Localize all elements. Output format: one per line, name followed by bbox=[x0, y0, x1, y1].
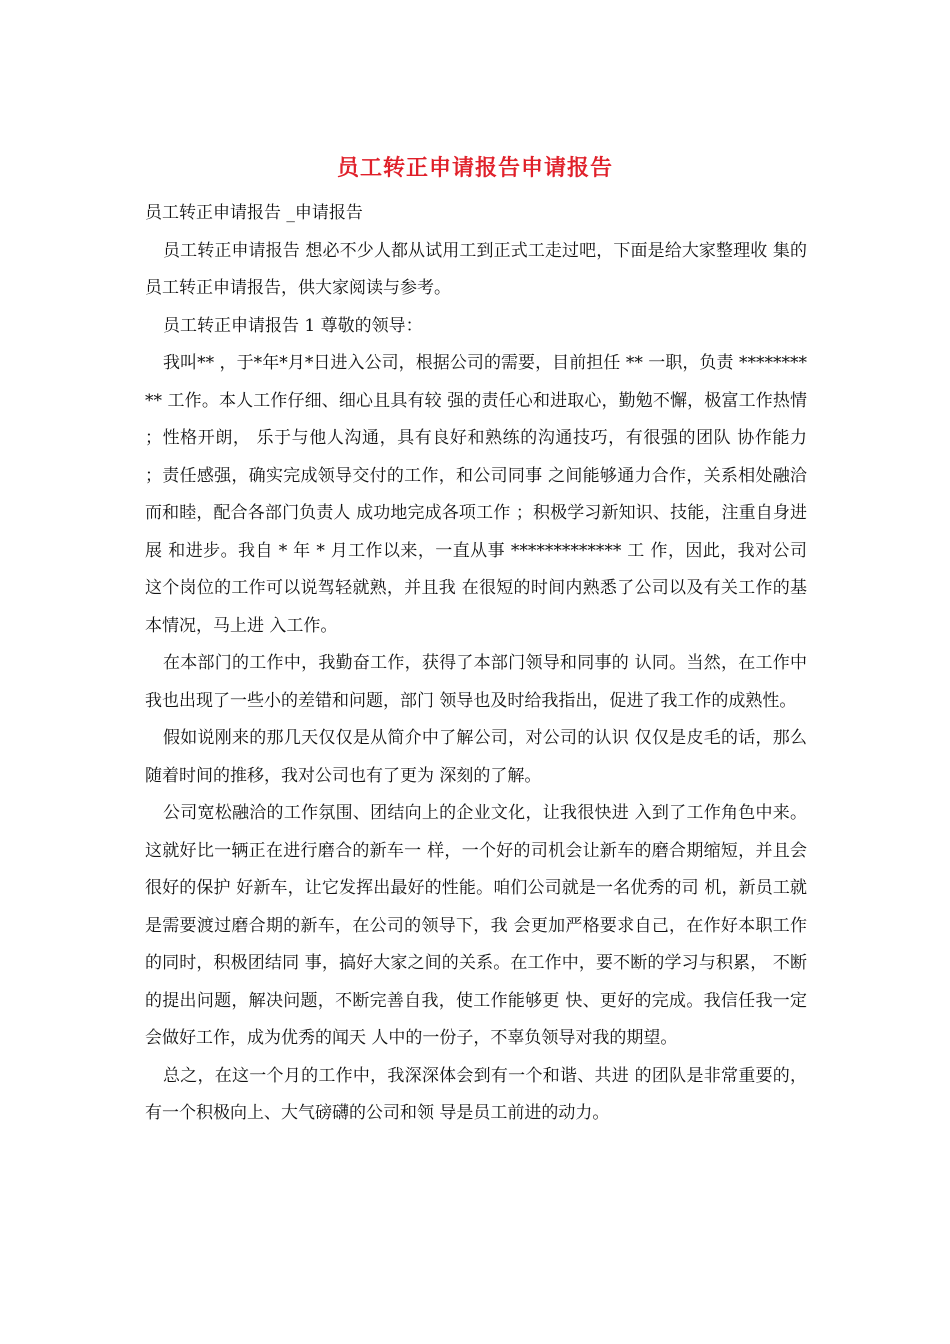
paragraph-company-culture: 公司宽松融洽的工作氛围、团结向上的企业文化，让我很快进 入到了工作角色中来。这就好比一辆正在进行磨合的新车一 样，一个好的司机会让新车的磨合期缩短，并且会很好的保护 好新车，让它发挥出最好的性能。咱们公司就是一名优秀的司 机，新员工就是需要渡过磨合期的新车，在公司的领导下，我 会更加严格要求自己，在作好本职工作的同时，积极团结同 事，搞好大家之间的关系。在工作中，要不断的学习与积累， 不断的提出问题，解决问题，不断完善自我，使工作能够更 快、更好的完成。我信任我一定会做好工作，成为优秀的闻天 人中的一份子，不辜负领导对我的期望。 bbox=[145, 803, 807, 1048]
paragraph-intro: 员工转正申请报告 想必不少人都从试用工到正式工走过吧，下面是给大家整理收 集的员工转正申请报告，供大家阅读与参考。 bbox=[145, 240, 807, 298]
paragraph-understanding: 假如说刚来的那几天仅仅是从简介中了解公司，对公司的认识 仅仅是皮毛的话，那么随着时间的推移，我对公司也有了更为 深刻的了解。 bbox=[145, 728, 807, 786]
paragraph-department-work: 在本部门的工作中，我勤奋工作，获得了本部门领导和同事的 认同。当然，在工作中我也出现了一些小的差错和问题，部门 领导也及时给我指出，促进了我工作的成熟性。 bbox=[145, 653, 807, 711]
paragraph-self-introduction: 我叫** ，于*年*月*日进入公司，根据公司的需要，目前担任 ** 一职，负责 ********** 工作。本人工作仔细、细心且具有较 强的责任心和进取心，勤勉不懈，极富工作热情 ；性格开朗， 乐于与他人沟通，具有良好和熟练的沟通技巧，有很强的团队 协作能力 ；责任感强，确实完成领导交付的工作，和公司同事 之间能够通力合作，关系相处融洽而和睦，配合各部门负责人 成功地完成各项工作 ；积极学习新知识、技能，注重自身进展 和进步。我自 * 年 * 月工作以来，一直从事 ************* 工 作，因此，我对公司这个岗位的工作可以说驾轻就熟，并且我 在很短的时间内熟悉了公司以及有关工作的基本情况，马上进 入工作。 bbox=[145, 353, 807, 636]
paragraph-conclusion: 总之，在这一个月的工作中，我深深体会到有一个和谐、共进 的团队是非常重要的，有一个积极向上、大气磅礴的公司和领 导是员工前进的动力。 bbox=[145, 1065, 807, 1123]
document-subtitle: 员工转正申请报告 _申请报告 bbox=[145, 203, 363, 223]
paragraph-salutation: 员工转正申请报告 1 尊敬的领导： bbox=[163, 315, 423, 336]
document-title: 员工转正申请报告申请报告 bbox=[336, 155, 613, 181]
document-body bbox=[145, 195, 807, 1133]
